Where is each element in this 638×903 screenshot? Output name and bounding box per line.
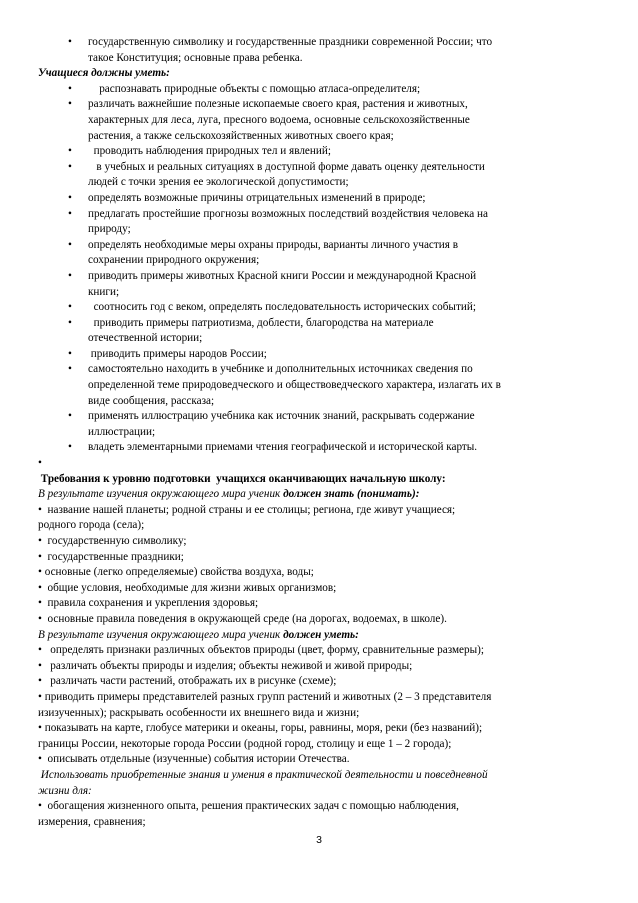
list-item-line: распознавать природные объекты с помощью атласа-определителя; <box>88 82 421 95</box>
list-item-line: определенной теме природоведческого и обществоведческого характера, излагать их в <box>88 379 501 392</box>
list-item-line: природу; <box>88 223 131 236</box>
bullet: • <box>68 160 72 173</box>
list-item-line: определять необходимые меры охраны природы, варианты личного участия в <box>88 238 458 251</box>
list-item-line: книги; <box>88 285 120 298</box>
know-line: • общие условия, необходимые для жизни живых организмов; <box>38 581 337 594</box>
list-item-line: различать важнейшие полезные ископаемые своего края, растения и животных, <box>88 98 468 111</box>
know-line: • основные правила поведения в окружающей среде (на дорогах, водоемах, в школе). <box>38 612 447 625</box>
bullet: • <box>68 363 72 376</box>
bullet: • <box>68 301 72 314</box>
bullet: • <box>68 238 72 251</box>
can-line: • приводить примеры представителей разных групп растений и животных (2 – 3 представителя <box>38 690 492 703</box>
bullet: • <box>68 441 72 454</box>
list-item <box>38 362 598 409</box>
list-item-line: сохранении природного окружения; <box>88 254 260 267</box>
section-heading: Учащиеся должны уметь: <box>38 67 170 80</box>
list-item <box>38 35 598 66</box>
use-line: измерения, сравнения; <box>38 815 146 828</box>
know-line: • правила сохранения и укрепления здоровья; <box>38 597 259 610</box>
can-line: • различать части растений, отображать их в рисунке (схеме); <box>38 675 337 688</box>
know-line: родного города (села); <box>38 519 145 532</box>
list-item-line: в учебных и реальных ситуациях в доступной форме давать оценку деятельности <box>88 160 485 173</box>
list-item-line: характерных для леса, луга, пресного водоема, основные сельскохозяйственные <box>88 113 470 126</box>
list-item-line: приводить примеры животных Красной книги России и международной Красной <box>88 269 477 282</box>
bullet: • <box>68 36 72 48</box>
bullet: • <box>68 410 72 423</box>
list-item <box>38 238 598 269</box>
bullet: • <box>68 82 72 95</box>
use-line: • обогащения жизненного опыта, решения практических задач с помощью наблюдения, <box>38 800 459 813</box>
requirements-heading: Требования к уровню подготовки учащихся оканчивающих начальную школу: <box>38 472 446 485</box>
know-line: • основные (легко определяемые) свойства воздуха, воды; <box>38 566 314 579</box>
list-item <box>38 409 598 440</box>
bullet: • <box>68 207 72 220</box>
know-intro-text: В результате изучения окружающего мира ученик <box>38 488 284 501</box>
know-intro-emphasis: должен знать (понимать): <box>283 488 420 501</box>
list-item <box>38 191 598 207</box>
list-item <box>38 440 598 456</box>
list-item <box>38 82 598 98</box>
list-item-line: самостоятельно находить в учебнике и дополнительных источниках сведения по <box>88 363 473 376</box>
list-item-line: определять возможные причины отрицательных изменений в природе; <box>88 191 426 204</box>
list-item-line: людей с точки зрения ее экологической допустимости; <box>88 176 349 189</box>
can-intro-text: В результате изучения окружающего мира ученик <box>38 628 284 641</box>
can-line: • определять признаки различных объектов природы (цвет, форму, сравнительные размеры); <box>38 644 484 657</box>
use-intro-line: жизни для: <box>38 784 92 797</box>
bullet: • <box>68 191 72 204</box>
list-item-line: отечественной истории; <box>88 332 203 345</box>
list-item-line: владеть элементарными приемами чтения географической и исторической карты. <box>88 441 478 454</box>
can-line: границы России, некоторые города России (родной город, столицу и еще 1 – 2 города); <box>38 737 452 750</box>
bullet: • <box>68 98 72 111</box>
list-item <box>38 316 598 347</box>
list-item-line: такое Конституция; основные права ребенка. <box>88 51 303 64</box>
bullet: • <box>68 316 72 329</box>
know-line: • название нашей планеты; родной страны и ее столицы; региона, где живут учащиеся; <box>38 503 456 516</box>
use-intro-line: Использовать приобретенные знания и умения в практической деятельности и повседневной <box>38 768 488 781</box>
bullet: • <box>68 269 72 282</box>
list-item-line: приводить примеры народов России; <box>88 347 267 360</box>
list-item <box>38 347 598 363</box>
list-item-line: применять иллюстрацию учебника как источник знаний, раскрывать содержание <box>88 410 475 423</box>
can-line: • описывать отдельные (изученные) события истории Отечества. <box>38 753 350 766</box>
page-number: 3 <box>316 834 322 846</box>
list-item-line: предлагать простейшие прогнозы возможных последствий воздействия человека на <box>88 207 488 220</box>
bullet: • <box>68 145 72 158</box>
can-line: изизученных); раскрывать особенности их внешнего вида и жизни; <box>38 706 360 719</box>
empty-bullet: • <box>38 457 42 470</box>
list-item-line: виде сообщения, рассказа; <box>88 394 215 407</box>
can-line: • показывать на карте, глобусе материки и океаны, горы, равнины, моря, реки (без названий); <box>38 722 483 735</box>
list-item <box>38 160 598 191</box>
list-item-line: проводить наблюдения природных тел и явлений; <box>88 145 331 158</box>
know-line: • государственную символику; <box>38 535 187 547</box>
list-item <box>38 97 598 144</box>
know-intro <box>38 487 598 503</box>
list-item-line: соотносить год с веком, определять последовательность исторических событий; <box>88 301 476 314</box>
know-line: • государственные праздники; <box>38 550 184 563</box>
list-item <box>38 300 598 316</box>
list-item-line: приводить примеры патриотизма, доблести, благородства на материале <box>88 316 434 329</box>
text-block <box>38 35 598 830</box>
list-item <box>38 207 598 238</box>
can-intro-emphasis: должен уметь: <box>283 628 359 641</box>
list-item <box>38 144 598 160</box>
list-item-line: иллюстрации; <box>88 425 156 438</box>
can-line: • различать объекты природы и изделия; объекты неживой и живой природы; <box>38 659 413 672</box>
list-item-line: растения, а также сельскохозяйственных животных своего края; <box>88 129 394 142</box>
can-intro <box>38 628 598 644</box>
list-item <box>38 269 598 300</box>
bullet: • <box>68 347 72 360</box>
list-item-line: государственную символику и государственные праздники современной России; что <box>88 36 493 48</box>
